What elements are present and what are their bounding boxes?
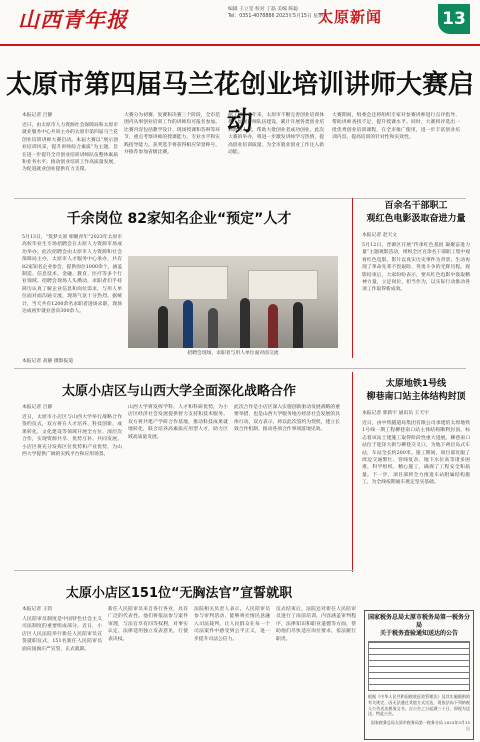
film-body: 5月12日，晋源区开展“传承红色基因 凝聚奋进力量”主题观影活动，组织全区百余名干部职工集中观看红色电影。影片以真实历史事件为背景，生动再现了革命先辈不畏艰险、英勇斗争的光辉历程。观影结束后，大家纷纷表示，要从红色电影中汲取精神力量，立足岗位、担当作为，以实际行动推动各项工作取得新成效。 <box>362 243 470 293</box>
divider <box>14 368 466 369</box>
partnership-headline: 太原小店区与山西大学全面深化战略合作 <box>61 384 296 399</box>
partnership-byline: 本报记者 吕静 <box>22 405 53 410</box>
meta-date: Tel：0351-4078886 2023年5月15日 星期一 <box>228 14 328 19</box>
metro-byline: 本报记者 郭新宇 通讯员 王天宇 <box>362 411 429 416</box>
job-body: 5月13日，“筑梦太原 相聚青年”2023年太原市高校毕业生专场招聘会在太原人力资源市场成功举办。此次招聘会由太原市人力资源和社会保障局主办，太原市人才服务中心承办，共有82家知名企业参会，提供岗位1000余个，涵盖制造、信息技术、金融、教育、医疗等多个行业领域。招聘会现场人头攒动，求职者们手持简历认真了解企业信息和岗位需求，与用人单位面对面沟通交流，现场气氛十分热烈。据统计，当天共有1200余名求职者进场求职，现场达成初步就业意向300余人。 <box>22 235 122 315</box>
juror-byline: 本报记者 王钧 <box>22 607 53 612</box>
film-byline: 本报记者 赵天文 <box>362 233 398 238</box>
main-col-4: 大赛期间，组委会还将组织专家对参赛讲师进行点评指导，帮助讲师查找不足，提升授课水平。同时，大赛将评选出一批优秀创业培训课程，在全市推广使用，进一步丰富创业培训内容，提高培训的针对性和实效性。 <box>332 113 460 141</box>
juror-col-3: 法院相关负责人表示，人民陪审员参与审判活动，能够将社情民意融入司法裁判，让人民群众在每一个司法案件中感受到公平正义，进一步提升司法公信力。 <box>194 607 270 642</box>
metro-headline-line1: 太原地铁1号线 <box>385 379 447 389</box>
divider <box>14 198 466 199</box>
photo-credit: 本报记者 高静 摄影报道 <box>22 359 74 364</box>
newspaper-logo: 山西青年报 <box>18 7 128 32</box>
film-headline-line1: 百余名干部职工 <box>384 201 448 211</box>
film-headline-line2: 观红色电影汲取奋进力量 <box>366 214 466 224</box>
job-fair-photo <box>128 256 338 348</box>
notice-table <box>368 641 470 691</box>
page-number: 13 <box>438 4 470 34</box>
partnership-col-1: 近日，太原市小店区与山西大学举行战略合作签约仪式，双方将在人才培养、科技创新、成果转化、文化建设等领域开展全方位、深层次合作，实现资源共享、优势互补、共同发展。小店区将充分发挥区位优势和产业优势，为山西大学提供广阔的实践平台和应用场景。 <box>22 415 122 458</box>
job-headline: 千余岗位 82家知名企业“预定”人才 <box>66 211 292 227</box>
juror-col-2: 新任人民陪审员来自各行各业，具有广泛的代表性。他们将依法参与案件审理，与法官享有同等权利，对事实认定、法律适用独立发表意见，行使表决权。 <box>108 607 188 642</box>
notice-body: 根据《中华人民共和国税收征收管理法》及其实施细则的有关规定，因无法通过其他方式送达，现依法向下列纳税人公告送达税务文书。自公告之日起满三十日，即视为送达。特此公告。 <box>368 694 470 717</box>
main-col-2: 大赛分为初赛、复赛和决赛三个阶段，全市范围内从事创业培训工作的讲师均可报名参加。比赛内容包括教学设计、现场授课和答辩等环节，重点考察讲师的授课能力、专业水平和实践指导能力。获奖选手将获得相应荣誉称号，并推荐参加省级比赛。 <box>124 113 220 156</box>
main-col-1: 近日，由太原市人力资源社会保障局和太原市就业服务中心共同主办的太原市第四届马兰花创业培训讲师大赛启动。本届大赛以“展示创业培训风采，提升讲师综合素质”为主题，旨在进一步提升全市创业培训讲师队伍整体素质和业务水平，推动创业培训工作高质量发展，为促进就业创业提供有力支撑。 <box>22 123 118 173</box>
column-divider <box>352 372 353 572</box>
metro-headline-line2: 柳巷南口站主体结构封顶 <box>366 392 466 402</box>
metro-body: 近日，由中铁隧道局集团有限公司承建的太原地铁1号线一期工程柳巷南口站主体结构顺利封顶，标志着该站土建施工取得阶段性重大进展。柳巷南口站位于迎泽大街与柳巷交叉口，为地下两层岛式车站，车站全长约200米。施工期间，项目部克服了周边交通繁忙、管线复杂、地下水位高等诸多困难，科学组织、精心施工，确保了工程安全和质量。下一步，项目部将全力推进车站附属结构施工，为全线按期通车奠定坚实基础。 <box>362 421 470 486</box>
divider <box>14 570 354 571</box>
juror-headline: 太原小店区151位“无胸法官”宣誓就职 <box>65 586 293 601</box>
notice-title-1: 国家税务总局太原市税务局第一税务分局 <box>368 614 471 629</box>
partnership-col-2: 山西大学将发挥学科、人才和科研优势，为小店区经济社会发展提供智力支持和技术服务。双方将共建产学研合作基地，推动科技成果就地转化，联合培养高素质应用型人才，助力区域高质量发展。 <box>128 405 228 440</box>
masthead <box>0 0 480 46</box>
masthead-meta <box>228 6 328 20</box>
main-col-3: 据了解，近年来，太原市不断完善创业培训体系，加强讲师队伍建设，累计开展各类创业培训数万人次，帮助大批创业者成功创业。此次大赛的举办，将进一步激发讲师学习热情，提高创业培训质量，为全市就业创业工作注入新动能。 <box>228 113 324 156</box>
photo-caption: 招聘会现场，求职者与用人单位面对面交流 <box>187 351 279 356</box>
meta-editors: 编辑 王立玺 校对 丁磊 美编 陈聪 <box>228 7 298 12</box>
main-byline: 本报记者 吕静 <box>22 113 53 118</box>
film-headline <box>360 200 472 226</box>
juror-col-1: 人民陪审员制度是中国特色社会主义司法制度的重要组成部分。近日，小店区人民法院举行新任人民陪审员宣誓就职仪式，151名新任人民陪审员面向国旗庄严宣誓，正式就职。 <box>22 617 102 652</box>
main-headline: 太原市第四届马兰花创业培训讲师大赛启动 <box>5 70 474 137</box>
section-title: 太原新闻 <box>318 8 383 26</box>
notice-title-2: 关于税务查验通知送达的公告 <box>379 630 458 637</box>
partnership-col-3: 此次合作是小店区深入实施创新驱动发展战略的重要举措，也是山西大学服务地方经济社会发展的具体行动。双方表示，将以此次签约为契机，建立长效合作机制，推动各项合作事项落地见效。 <box>234 405 340 433</box>
tax-notice <box>364 610 474 740</box>
notice-footer: 国家税务总局太原市税务局第一税务分局 2023年5月15日 <box>370 720 470 731</box>
column-divider <box>352 198 353 358</box>
metro-headline <box>360 378 472 404</box>
juror-col-4: 仪式结束后，法院还对新任人民陪审员进行了岗前培训，内容涵盖审判程序、法律知识和职业道德等方面，帮助他们尽快适应岗位要求，依法履行职责。 <box>276 607 356 642</box>
